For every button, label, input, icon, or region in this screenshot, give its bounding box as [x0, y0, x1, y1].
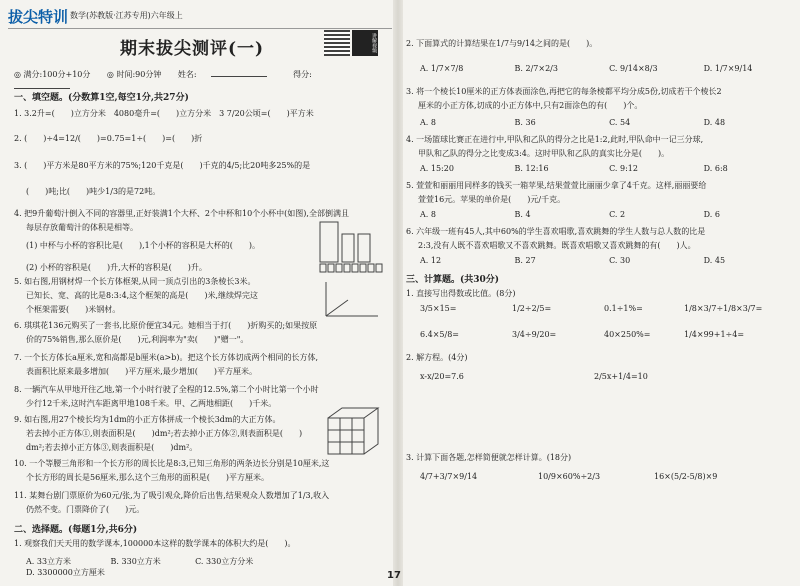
option[interactable]: A. 8: [420, 118, 436, 127]
question-6: 6. 琪琪花136元购买了一套书,比原价便宜34元。她相当于打( )折购买的;如果按原: [14, 321, 318, 330]
option[interactable]: A. 8: [420, 210, 436, 219]
question-5-cont2: 个框架需要( )米钢材。: [26, 305, 121, 314]
option[interactable]: D. 1/7×9/14: [703, 64, 753, 73]
option[interactable]: D. 3300000立方厘米: [26, 568, 105, 577]
question-11: 11. 某舞台剧门票原价为60元/张,为了吸引观众,降价后出售,结果观众人数增加了1/3,收入: [14, 491, 330, 500]
choice-5-options: [420, 210, 796, 219]
calc-item: 3/5×15=: [420, 304, 457, 313]
question-4-part2: (2) 小杯的容积是( )升,大杯的容积是( )升。: [26, 263, 207, 272]
question-4: 4. 把9升葡萄汁倒入不同的容器里,正好装满1个大杯、2个中杯和10个小杯中(如图),全部倒满且: [14, 209, 349, 218]
option[interactable]: A. 15:20: [420, 164, 454, 173]
section-choice: 二、选择题。(每题1分,共6分): [14, 525, 138, 535]
question-8-cont: 少行12千米,这时汽车距离甲地108千米。甲、乙两地相距( )千米。: [26, 399, 277, 408]
option[interactable]: B. 27: [514, 256, 536, 265]
choice-2-options: [420, 64, 796, 73]
question-10-cont: 个长方形的周长是56厘米,那么这个三角形的面积是( )平方厘米。: [26, 473, 269, 482]
left-column: [0, 0, 392, 586]
option[interactable]: B. 2/7×2/3: [514, 64, 558, 73]
choice-5-cont: 萱萱16元。苹果的单价是( )元/千克。: [418, 195, 566, 204]
question-10: 10. 一个等腰三角形和一个长方形的周长比是8:3,已知三角形的两条边长分别是10厘米,这: [14, 459, 330, 468]
choice-6: 6. 六年级一班有45人,其中60%的学生喜欢唱歌,喜欢跳舞的学生人数与总人数的比是: [406, 227, 706, 236]
question-7: 7. 一个长方体长a厘米,宽和高都是b厘米(a>b)。把这个长方体切成两个相同的长方体,: [14, 353, 318, 362]
question-2: 2. ( )÷4=12/( )=0.75=1÷( )=( )折: [14, 134, 203, 143]
option[interactable]: B. 330立方米: [110, 557, 161, 566]
choice-4-cont: 甲队和乙队的得分之比变成3:4。这时甲队和乙队的真实比分是( )。: [418, 149, 670, 158]
option[interactable]: C. 330立方分米: [195, 557, 254, 566]
option[interactable]: A. 33立方米: [26, 557, 72, 566]
page-title: 期末拔尖测评(一): [120, 39, 265, 59]
page-number: 17: [387, 570, 401, 581]
right-column: [404, 0, 800, 586]
calc-item: 6.4×5/8=: [420, 330, 460, 339]
question-4-part1: (1) 中杯与小杯的容积比是( ),1个小杯的容积是大杯的( )。: [26, 241, 260, 250]
time-info: ◎ 时间:90分钟: [106, 70, 162, 79]
choice-1: 1. 观察我们天天用的数学课本,100000本这样的数学课本的体积大约是( )。: [14, 539, 296, 548]
calc-item: 1/2÷2/5=: [512, 304, 552, 313]
calc-item: 40×250%=: [604, 330, 651, 339]
cups-figure: [316, 218, 388, 274]
question-7-cont: 表面积比原来最多增加( )平方厘米,最少增加( )平方厘米。: [26, 367, 258, 376]
series-label: 数学(苏教版·江苏专用)六年级上: [70, 11, 183, 20]
calc-item: 1/8×3/7÷1/8×3/7=: [684, 304, 763, 313]
option[interactable]: C. 54: [609, 118, 631, 127]
option[interactable]: C. 9/14×8/3: [609, 64, 658, 73]
choice-6-options: [420, 256, 796, 265]
calc-item: 0.1÷1%=: [604, 304, 643, 313]
section-calc: 三、计算题。(共30分): [406, 275, 500, 285]
book-gutter: [393, 0, 403, 586]
question-9-cont2: dm²;若去掉小正方体③,则表面积是( )dm²。: [26, 443, 198, 452]
frame-figure: [318, 276, 384, 322]
simplify-item: 4/7+3/7×9/14: [420, 472, 478, 481]
question-3-cont: ( )吨;比( )吨少1/3的是72吨。: [26, 187, 161, 196]
question-1: 1. 3.2升=( )立方分米 4080毫升=( )立方分米 3 7/20公顷=( )平方米: [14, 109, 314, 118]
option[interactable]: D. 45: [703, 256, 726, 265]
calc-item: 3/4÷9/20=: [512, 330, 557, 339]
question-5-cont: 已知长、宽、高的比是8:3:4,这个框架的高是( )米,继续焊完这: [26, 291, 258, 300]
meta-row: [14, 68, 384, 91]
question-8: 8. 一辆汽车从甲地开往乙地,第一个小时行驶了全程的12.5%,第二个小时比第一个小时: [14, 385, 319, 394]
option[interactable]: C. 30: [609, 256, 631, 265]
calc-item: 1/4×99+1÷4=: [684, 330, 745, 339]
option[interactable]: B. 12:16: [514, 164, 549, 173]
question-5: 5. 如右图,用钢材焊一个长方体框架,从同一顶点引出的3条棱长3米。: [14, 277, 256, 286]
calc-3: 3. 计算下面各题,怎样简便就怎样计算。(18分): [406, 453, 572, 462]
calc-2: 2. 解方程。(4分): [406, 353, 468, 362]
question-9: 9. 如右图,用27个棱长均为1dm的小正方体拼成一个棱长3dm的大正方体。: [14, 415, 281, 424]
choice-3-cont: 厘米的小正方体,切成的小正方体中,只有2面涂色的有( )个。: [418, 101, 643, 110]
choice-5: 5. 萱萱和丽丽用同样多的钱买一箱苹果,结果萱萱比丽丽少拿了4千克。这样,丽丽要给: [406, 181, 707, 190]
brand-logo: 拔尖特训: [8, 8, 69, 26]
simplify-item: 16×(5/2-5/8)×9: [654, 472, 718, 481]
option[interactable]: D. 6: [703, 210, 720, 219]
section-fill-in: 一、填空题。(分数算1空,每空1分,共27分): [14, 93, 189, 103]
choice-4: 4. 一场篮球比赛正在进行中,甲队和乙队的得分之比是1:2,此时,甲队命中一记三分球,: [406, 135, 704, 144]
question-4-cont: 每层存放葡萄汁的体积是相等。: [26, 223, 138, 232]
choice-4-options: [420, 164, 796, 173]
choice-3: 3. 将一个棱长10厘米的正方体表面涂色,再把它的每条棱都平均分成5份,切成若干个棱长2: [406, 87, 722, 96]
calc-1: 1. 直接写出得数或比值。(8分): [406, 289, 516, 298]
option[interactable]: A. 1/7×7/8: [420, 64, 464, 73]
points-field[interactable]: [14, 80, 70, 89]
name-field[interactable]: [211, 68, 267, 77]
equation-item: x-x/20=7.6: [420, 372, 464, 381]
qr-code-icon[interactable]: [324, 30, 350, 56]
question-3: 3. ( )平方米是80平方米的75%;120千克是( )千克的4/5;比20吨多25%的是: [14, 161, 311, 170]
name-label: 姓名:: [177, 70, 197, 79]
header-bar: [8, 6, 392, 29]
option[interactable]: B. 4: [514, 210, 531, 219]
points-label: 得分:: [293, 70, 312, 79]
option[interactable]: A. 12: [420, 256, 442, 265]
option[interactable]: C. 2: [609, 210, 626, 219]
option[interactable]: B. 36: [514, 118, 536, 127]
option[interactable]: C. 9:12: [609, 164, 638, 173]
choice-2: 2. 下面算式的计算结果在1/7与9/14之间的是( )。: [406, 39, 598, 48]
question-6-cont: 价的75%销售,那么原价是( )元,利润率为"卖( )"赠一"。: [26, 335, 249, 344]
question-11-cont: 仍然不变。门票降价了( )元。: [26, 505, 145, 514]
option[interactable]: D. 48: [703, 118, 726, 127]
simplify-item: 10/9×60%÷2/3: [538, 472, 601, 481]
choice-6-cont: 2:3,没有人既不喜欢唱歌又不喜欢跳舞。既喜欢唱歌又喜欢跳舞的有( )人。: [418, 241, 696, 250]
cube-figure: [322, 404, 386, 456]
qr-label: 讲解视频: [352, 30, 378, 56]
equation-item: 2/5x+1/4=10: [594, 372, 648, 381]
choice-1-options: [26, 556, 392, 578]
choice-3-options: [420, 118, 796, 127]
question-9-cont: 若去掉小正方体①,则表面积是( )dm²;若去掉小正方体②,则表面积是( ): [26, 429, 303, 438]
option[interactable]: D. 6:8: [703, 164, 728, 173]
score-info: ◎ 满分:100分+10分: [14, 70, 91, 79]
